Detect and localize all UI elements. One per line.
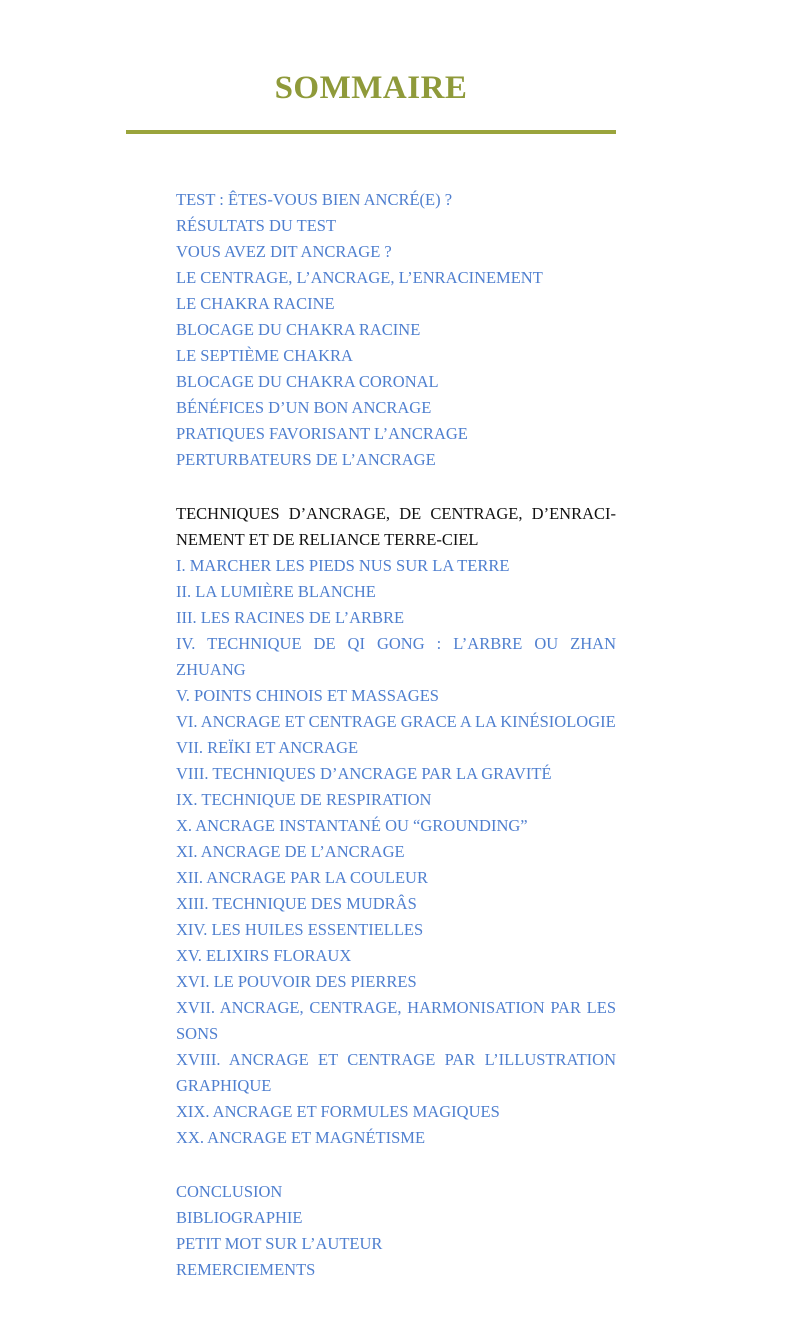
toc-item[interactable]: XV. ELIXIRS FLORAUX <box>176 946 352 965</box>
toc-item[interactable]: BLOCAGE DU CHAKRA RACINE <box>176 320 421 339</box>
toc-item[interactable]: III. LES RACINES DE L’ARBRE <box>176 608 405 627</box>
toc-item[interactable]: VII. REÏKI ET ANCRAGE <box>176 738 359 757</box>
toc-item[interactable]: BIBLIOGRAPHIE <box>176 1208 303 1227</box>
toc-item[interactable]: IX. TECHNIQUE DE RESPIRATION <box>176 790 432 809</box>
toc-item[interactable]: LE CHAKRA RACINE <box>176 294 335 313</box>
toc-item[interactable]: XVI. LE POUVOIR DES PIERRES <box>176 972 417 991</box>
toc-item[interactable]: LE SEPTIÈME CHAKRA <box>176 346 353 365</box>
toc-item[interactable]: XI. ANCRAGE DE L’ANCRAGE <box>176 842 405 861</box>
toc-item[interactable]: II. LA LUMIÈRE BLANCHE <box>176 582 376 601</box>
toc-item[interactable]: REMERCIEMENTS <box>176 1260 316 1279</box>
toc-item[interactable]: XII. ANCRAGE PAR LA COULEUR <box>176 868 428 887</box>
toc-item[interactable]: XIV. LES HUILES ESSENTIELLES <box>176 920 424 939</box>
toc-item[interactable]: BLOCAGE DU CHAKRA CORONAL <box>176 372 439 391</box>
title-divider <box>126 130 616 134</box>
toc-item[interactable]: XIII. TECHNIQUE DES MUDRÂS <box>176 894 417 913</box>
toc-item[interactable]: TEST : ÊTES-VOUS BIEN ANCRÉ(E) ? <box>176 190 453 209</box>
page-title: SOMMAIRE <box>274 70 468 106</box>
toc-spacer <box>176 473 616 501</box>
toc-section-heading: TECHNIQUES D’ANCRAGE, DE CENTRAGE, D’ENRACI-NEMENT ET DE RELIANCE TERRE-CIEL <box>176 504 616 549</box>
toc-item[interactable]: RÉSULTATS DU TEST <box>176 216 337 235</box>
toc-item[interactable]: BÉNÉFICES D’UN BON ANCRAGE <box>176 398 432 417</box>
table-of-contents <box>176 187 616 1283</box>
toc-item[interactable]: CONCLUSION <box>176 1182 283 1201</box>
toc-item[interactable]: LE CENTRAGE, L’ANCRAGE, L’ENRACINEMENT <box>176 268 543 287</box>
toc-item[interactable]: XVII. ANCRAGE, CENTRAGE, HARMONISATION PAR LES SONS <box>176 998 616 1043</box>
toc-item[interactable]: VOUS AVEZ DIT ANCRAGE ? <box>176 242 392 261</box>
toc-spacer <box>176 1151 616 1179</box>
toc-item[interactable]: IV. TECHNIQUE DE QI GONG : L’ARBRE OU ZHAN ZHUANG <box>176 634 616 679</box>
toc-item[interactable]: I. MARCHER LES PIEDS NUS SUR LA TERRE <box>176 556 510 575</box>
toc-item[interactable]: XVIII. ANCRAGE ET CENTRAGE PAR L’ILLUSTRATION GRAPHIQUE <box>176 1050 616 1095</box>
toc-item[interactable]: X. ANCRAGE INSTANTANÉ OU “GROUNDING” <box>176 816 528 835</box>
toc-item[interactable]: XIX. ANCRAGE ET FORMULES MAGIQUES <box>176 1102 500 1121</box>
toc-item[interactable]: VIII. TECHNIQUES D’ANCRAGE PAR LA GRAVITÉ <box>176 764 552 783</box>
toc-item[interactable]: V. POINTS CHINOIS ET MASSAGES <box>176 686 439 705</box>
toc-item[interactable]: PERTURBATEURS DE L’ANCRAGE <box>176 450 436 469</box>
toc-item[interactable]: PETIT MOT SUR L’AUTEUR <box>176 1234 383 1253</box>
toc-item[interactable]: VI. ANCRAGE ET CENTRAGE GRACE A LA KINÉSIOLOGIE <box>176 712 616 731</box>
toc-item[interactable]: PRATIQUES FAVORISANT L’ANCRAGE <box>176 424 468 443</box>
toc-item[interactable]: XX. ANCRAGE ET MAGNÉTISME <box>176 1128 426 1147</box>
